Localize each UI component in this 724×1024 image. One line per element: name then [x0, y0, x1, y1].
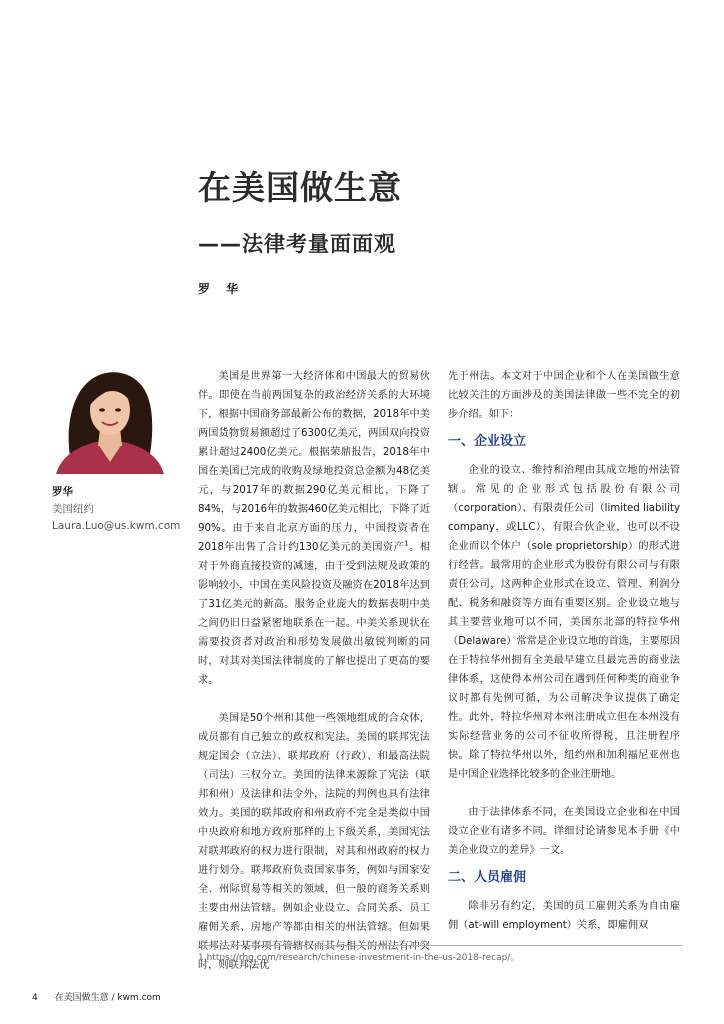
footnote-divider	[198, 945, 682, 946]
paragraph: 由于法律体系不同，在美国设立企业和在中国设立企业有诸多不同。详细讨论请参见本手册《中美企业设立的差异》一文。	[448, 807, 680, 856]
page-number: 4	[32, 993, 38, 1003]
paragraph: 企业的设立、维持和治理由其成立地的州法管辖。常见的企业形式包括股份有限公司（corporation）、有限责任公司（limited liability company，或LLC）、有限合伙企业，也可以不设企业而以个体户（sole proprietorship）的形式进行经营。最常用的企业形式为股份有限公司与有限责任公司，这两种企业形式在设立、管理、利润分配、税务和融资等方面有重要区别。企业设立地与其主要营业地可以不同，美国东北部的特拉华州（Delaware）常常是企业设立地的首选，主要原因在于特拉华州拥有全美最早建立且最完善的商业法律体系，这使得本州公司在遇到任何种类的商业争议时都有先例可循，为公司解决争议提供了确定性。此外，特拉华州对本州注册成立但在本州没有实际经营业务的公司不征收所得税，且注册程序快。除了特拉华州以外，纽约州和加利福尼亚州也是中国企业选择比较多的企业注册地。	[448, 465, 680, 780]
author-location: 美国纽约	[52, 503, 94, 515]
author-name: 罗 华	[198, 282, 245, 296]
paragraph: 先于州法。本文对于中国企业和个人在美国做生意比较关注的方面涉及的美国法律做一些不完全的初步介绍。如下：	[448, 371, 680, 420]
paragraph-text-cont: 。相对于外商直接投资的减速，由于受到法规及政策的影响较小，中国在美风险投资及融资在2018年达到了31亿美元的新高。服务企业庞大的数据表明中美之间仍旧日益紧密地联系在一起。中美关系现状在需要投资者对政治和形势发展做出敏锐判断的同时，对其对美国法律制度的了解也提出了更高的要求。	[198, 542, 431, 686]
document-title: 在美国做生意	[198, 168, 402, 207]
paragraph-text: 美国是世界第一大经济体和中国最大的贸易伙伴。即使在当前两国复杂的政治经济关系的大环境下，根据中国商务部最新公布的数据，2018年中美两国货物贸易额超过了6300亿美元，两国双向投资累计超过2400亿美元。根据荣鼎报告，2018年中国在美国已完成的收购及绿地投资总金额为48亿美元，与2017年的数据290亿美元相比，下降了84%，与2016年的数据460亿美元相比，下降了近90%。由于来自北京方面的压力，中国投资者在2018年出售了合计约130亿美元的美国资产	[198, 371, 430, 553]
paragraph	[198, 367, 430, 690]
author-info	[52, 484, 180, 535]
author-email[interactable]: Laura.Luo@us.kwm.com	[52, 520, 181, 532]
body-column-right	[448, 367, 680, 935]
section-heading: 二、人员雇佣	[448, 870, 527, 885]
footnote[interactable]: 1.https://rhg.com/research/chinese-investment-in-the-us-2018-recap/。	[198, 953, 520, 963]
author-sidebar-name: 罗华	[52, 486, 73, 498]
document-subtitle: ——法律考量面面观	[198, 232, 396, 256]
page-footer	[32, 990, 161, 1003]
footer-text: 在美国做生意 / kwm.com	[54, 993, 161, 1003]
author-photo	[46, 362, 174, 474]
footnote-ref[interactable]: 1	[404, 539, 409, 548]
section-heading: 一、企业设立	[448, 434, 527, 449]
paragraph: 除非另有约定，美国的员工雇佣关系为自由雇佣（at-will employment）关系，即雇佣双	[448, 901, 680, 931]
paragraph: 美国是50个州和其他一些领地组成的合众体，成员都有自己独立的政权和宪法。美国的联邦宪法规定国会（立法）、联邦政府（行政）、和最高法院（司法）三权分立。美国的法律来源除了宪法（联邦和州）及法律和法令外，法院的判例也具有法律效力。美国的联邦政府和州政府不完全是类似中国中央政府和地方政府那样的上下级关系，美国宪法对联邦政府的权力进行限制，对其和州政府的权力进行划分。联邦政府负责国家事务，例如与国家安全、州际贸易等相关的领域，但一般的商务关系则主要由州法管辖。例如企业设立、合同关系、员工雇佣关系、房地产等都由相关的州法管辖。但如果联邦法对某事项有管辖权而其与相关的州法有冲突时，则联邦法优	[198, 713, 430, 971]
body-column-left	[198, 367, 430, 975]
